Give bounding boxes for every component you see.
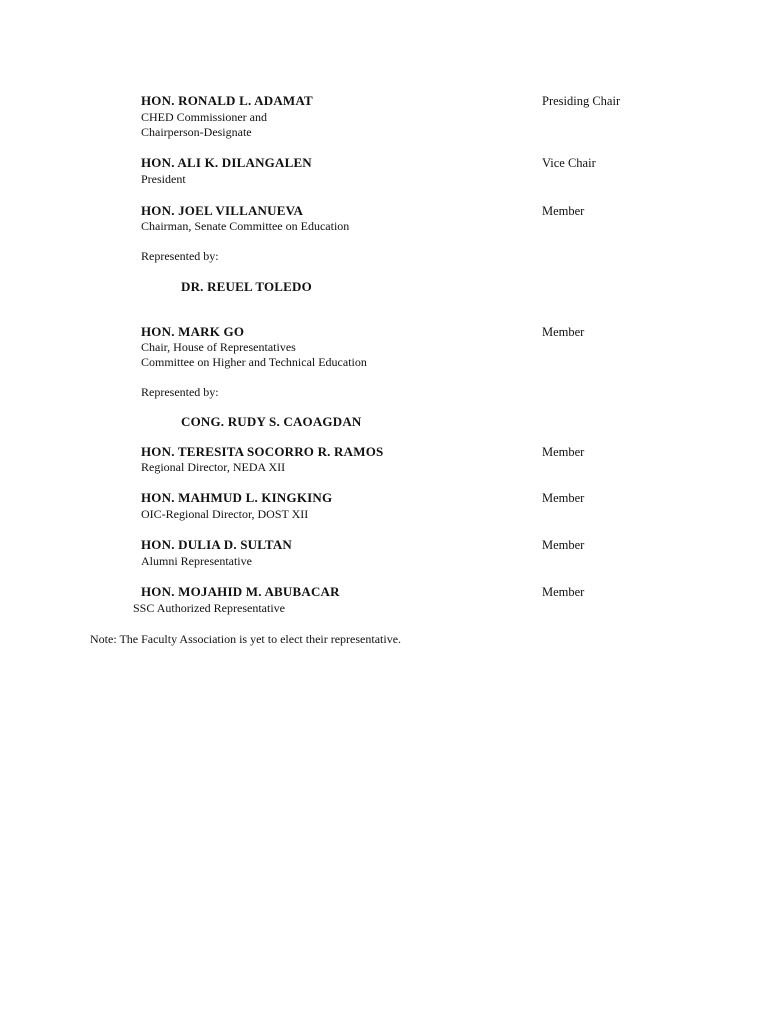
member-title-line: CHED Commissioner and bbox=[141, 110, 267, 124]
member-title-line: SSC Authorized Representative bbox=[133, 601, 285, 615]
member-name: HON. TERESITA SOCORRO R. RAMOS bbox=[141, 444, 384, 459]
member-name: HON. MAHMUD L. KINGKING bbox=[141, 490, 333, 505]
member-name: HON. RONALD L. ADAMAT bbox=[141, 93, 313, 108]
member-role: Member bbox=[542, 538, 585, 552]
member-role: Member bbox=[542, 491, 585, 505]
member-role: Member bbox=[542, 585, 585, 599]
represented-by-label: Represented by: bbox=[141, 385, 219, 399]
member-title-line: Alumni Representative bbox=[141, 554, 252, 568]
member-role: Vice Chair bbox=[542, 156, 596, 170]
representative-name: CONG. RUDY S. CAOAGDAN bbox=[181, 414, 362, 429]
member-role: Member bbox=[542, 445, 585, 459]
member-name: HON. MARK GO bbox=[141, 324, 245, 339]
member-role: Presiding Chair bbox=[542, 94, 621, 108]
member-title-line: Regional Director, NEDA XII bbox=[141, 460, 286, 474]
member-role: Member bbox=[542, 204, 585, 218]
member-title-line: Committee on Higher and Technical Education bbox=[141, 355, 367, 369]
representative-name: DR. REUEL TOLEDO bbox=[181, 279, 312, 294]
member-title-line: Chair, House of Representatives bbox=[141, 340, 296, 354]
member-title-line: Chairperson-Designate bbox=[141, 125, 252, 139]
member-name: HON. JOEL VILLANUEVA bbox=[141, 203, 304, 218]
member-name: HON. MOJAHID M. ABUBACAR bbox=[141, 584, 340, 599]
footnote: Note: The Faculty Association is yet to elect their representative. bbox=[90, 632, 402, 646]
member-name: HON. ALI K. DILANGALEN bbox=[141, 155, 312, 170]
member-title-line: President bbox=[141, 172, 186, 186]
member-role: Member bbox=[542, 325, 585, 339]
member-title-line: OIC-Regional Director, DOST XII bbox=[141, 507, 309, 521]
member-title-line: Chairman, Senate Committee on Education bbox=[141, 219, 350, 233]
member-name: HON. DULIA D. SULTAN bbox=[141, 537, 293, 552]
represented-by-label: Represented by: bbox=[141, 249, 219, 263]
